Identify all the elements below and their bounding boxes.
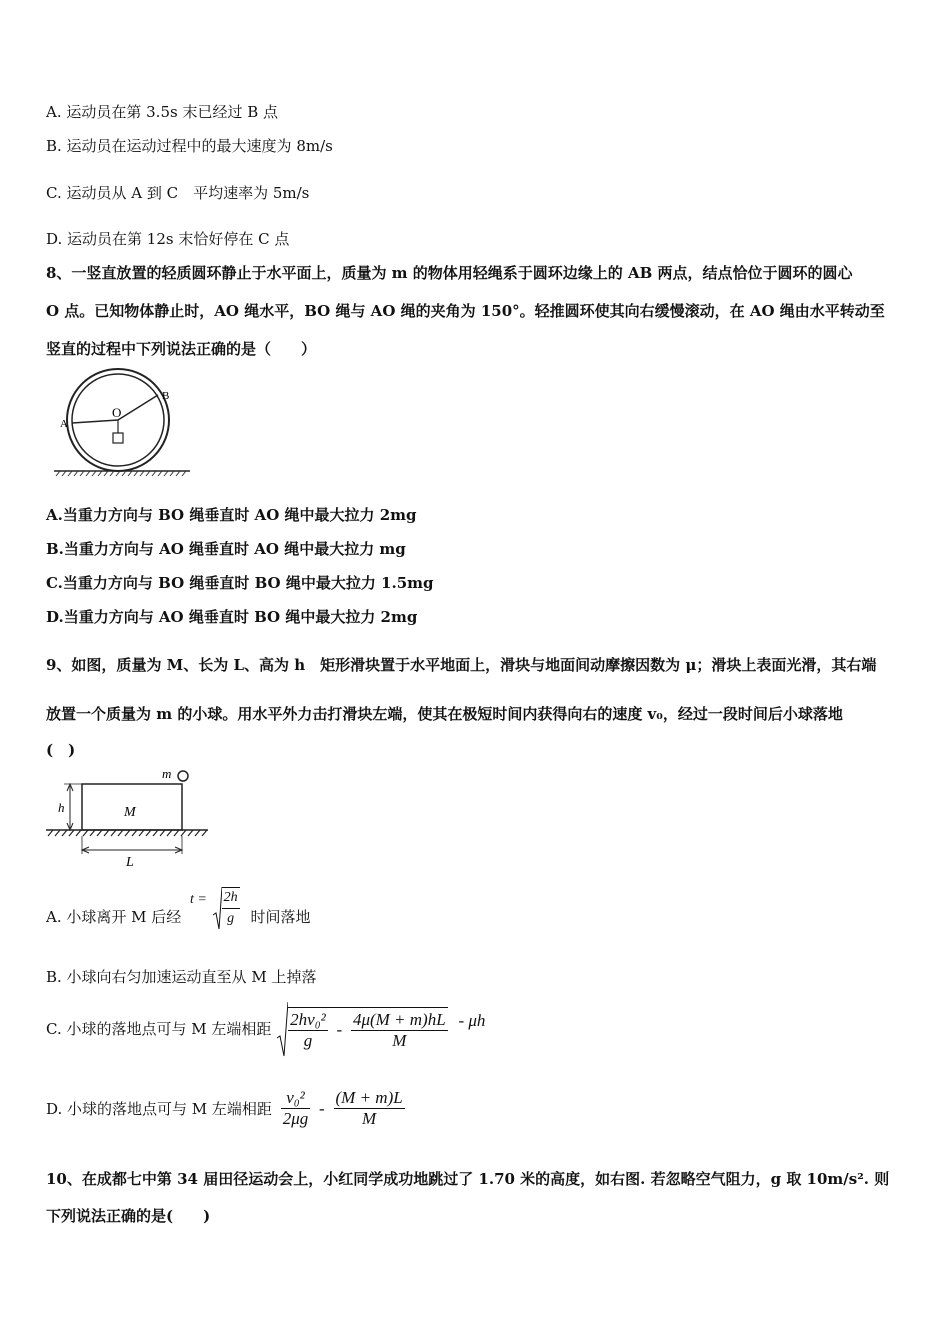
- q7-option-a: A. 运动员在第 3.5s 末已经过 B 点: [46, 103, 279, 121]
- q8-stem-line-2: O 点。已知物体静止时，AO 绳水平，BO 绳与 AO 绳的夹角为 150°。轻推圆环使其向右缓慢滚动，在 AO 绳由水平转动至: [46, 302, 885, 320]
- q7-option-b: B. 运动员在运动过程中的最大速度为 8m/s: [46, 137, 333, 155]
- sqrt-sign: [276, 1000, 288, 1058]
- q10-stem-line-2: 下列说法正确的是( ): [46, 1207, 211, 1225]
- fraction-1-numerator: 2hv₀²: [290, 1010, 326, 1029]
- fraction-2-denominator: M: [392, 1031, 407, 1050]
- label-m: m: [162, 766, 172, 781]
- q9-option-c: [46, 1000, 485, 1060]
- q8-option-b: B.当重力方向与 AO 绳垂直时 AO 绳中最大拉力 mg: [46, 540, 406, 558]
- fraction-1-denominator: 2μg: [282, 1109, 309, 1128]
- fraction-2: [334, 1088, 405, 1129]
- q9-option-d: [46, 1088, 405, 1140]
- fraction-2-numerator: (M + m)L: [335, 1088, 403, 1107]
- sqrt-content: [288, 1007, 448, 1051]
- q9-option-d-text: D. 小球的落地点可与 M 左端相距: [46, 1099, 272, 1118]
- fraction-2-denominator: M: [362, 1109, 377, 1128]
- label-big-m: M: [124, 805, 136, 820]
- small-ball: [178, 771, 188, 781]
- ao-rope: [72, 420, 118, 423]
- q9-option-a-lhs: t =: [190, 892, 207, 907]
- minus-sign: -: [336, 1019, 343, 1039]
- fraction-1: [288, 1010, 328, 1051]
- q8-option-d: D.当重力方向与 AO 绳垂直时 BO 绳中最大拉力 2mg: [46, 608, 418, 626]
- ground-hatch: [48, 830, 207, 836]
- mass-block: [113, 433, 123, 443]
- q10-stem-line-1: 10、在成都七中第 34 届田径运动会上，小红同学成功地跳过了 1.70 米的高度，如右图. 若忽略空气阻力，g 取 10m/s². 则: [46, 1170, 890, 1188]
- sqrt-sign: [212, 885, 222, 931]
- fraction-1-denominator: g: [303, 1031, 313, 1050]
- q7-option-d: D. 运动员在第 12s 末恰好停在 C 点: [46, 230, 290, 248]
- q9-stem-line-2: 放置一个质量为 m 的小球。用水平外力击打滑块左端，使其在极短时间内获得向右的速度 v₀，经过一段时间后小球落地: [46, 705, 843, 723]
- q8-ring-figure: [50, 365, 200, 480]
- q9-option-c-text: C. 小球的落地点可与 M 左端相距: [46, 1020, 272, 1038]
- fraction-1: [281, 1088, 311, 1129]
- minus-sign: -: [319, 1098, 325, 1118]
- label-a: A: [60, 418, 68, 430]
- q8-option-c: C.当重力方向与 BO 绳垂直时 BO 绳中最大拉力 1.5mg: [46, 574, 434, 592]
- q9-option-b: B. 小球向右匀加速运动直至从 M 上掉落: [46, 968, 317, 986]
- fraction-2: [351, 1010, 448, 1051]
- fraction-2-numerator: 4μ(M + m)hL: [352, 1010, 446, 1029]
- bo-rope: [118, 395, 158, 420]
- fraction-denominator: g: [227, 911, 235, 926]
- label-b: B: [162, 390, 170, 402]
- formula-tail: - μh: [458, 1011, 486, 1030]
- q9-option-a-fraction: [222, 887, 240, 929]
- fraction-numerator: 2h: [222, 888, 240, 909]
- q8-stem-line-3: 竖直的过程中下列说法正确的是（ ）: [46, 340, 317, 358]
- q8-option-a: A.当重力方向与 BO 绳垂直时 AO 绳中最大拉力 2mg: [46, 506, 417, 524]
- q8-stem-line-1: 8、一竖直放置的轻质圆环静止于水平面上，质量为 m 的物体用轻绳系于圆环边缘上的 AB 两点，结点恰位于圆环的圆心: [46, 264, 853, 282]
- q9-block-figure: [44, 766, 214, 870]
- fraction-1-numerator: v₀²: [281, 1088, 311, 1109]
- label-h: h: [58, 800, 65, 815]
- q9-option-a-tail: 时间落地: [250, 908, 311, 926]
- q7-option-c: C. 运动员从 A 到 C 平均速率为 5m/s: [46, 184, 310, 202]
- label-o: O: [112, 405, 122, 420]
- label-l: L: [126, 855, 134, 870]
- q9-stem-line-3: ( ): [46, 741, 76, 759]
- q9-option-a: [46, 885, 310, 935]
- q9-stem-line-1: 9、如图，质量为 M、长为 L、高为 h 矩形滑块置于水平地面上，滑块与地面间动摩擦因数为 μ；滑块上表面光滑，其右端: [46, 656, 877, 674]
- q9-option-a-text: A. 小球离开 M 后经: [46, 908, 182, 926]
